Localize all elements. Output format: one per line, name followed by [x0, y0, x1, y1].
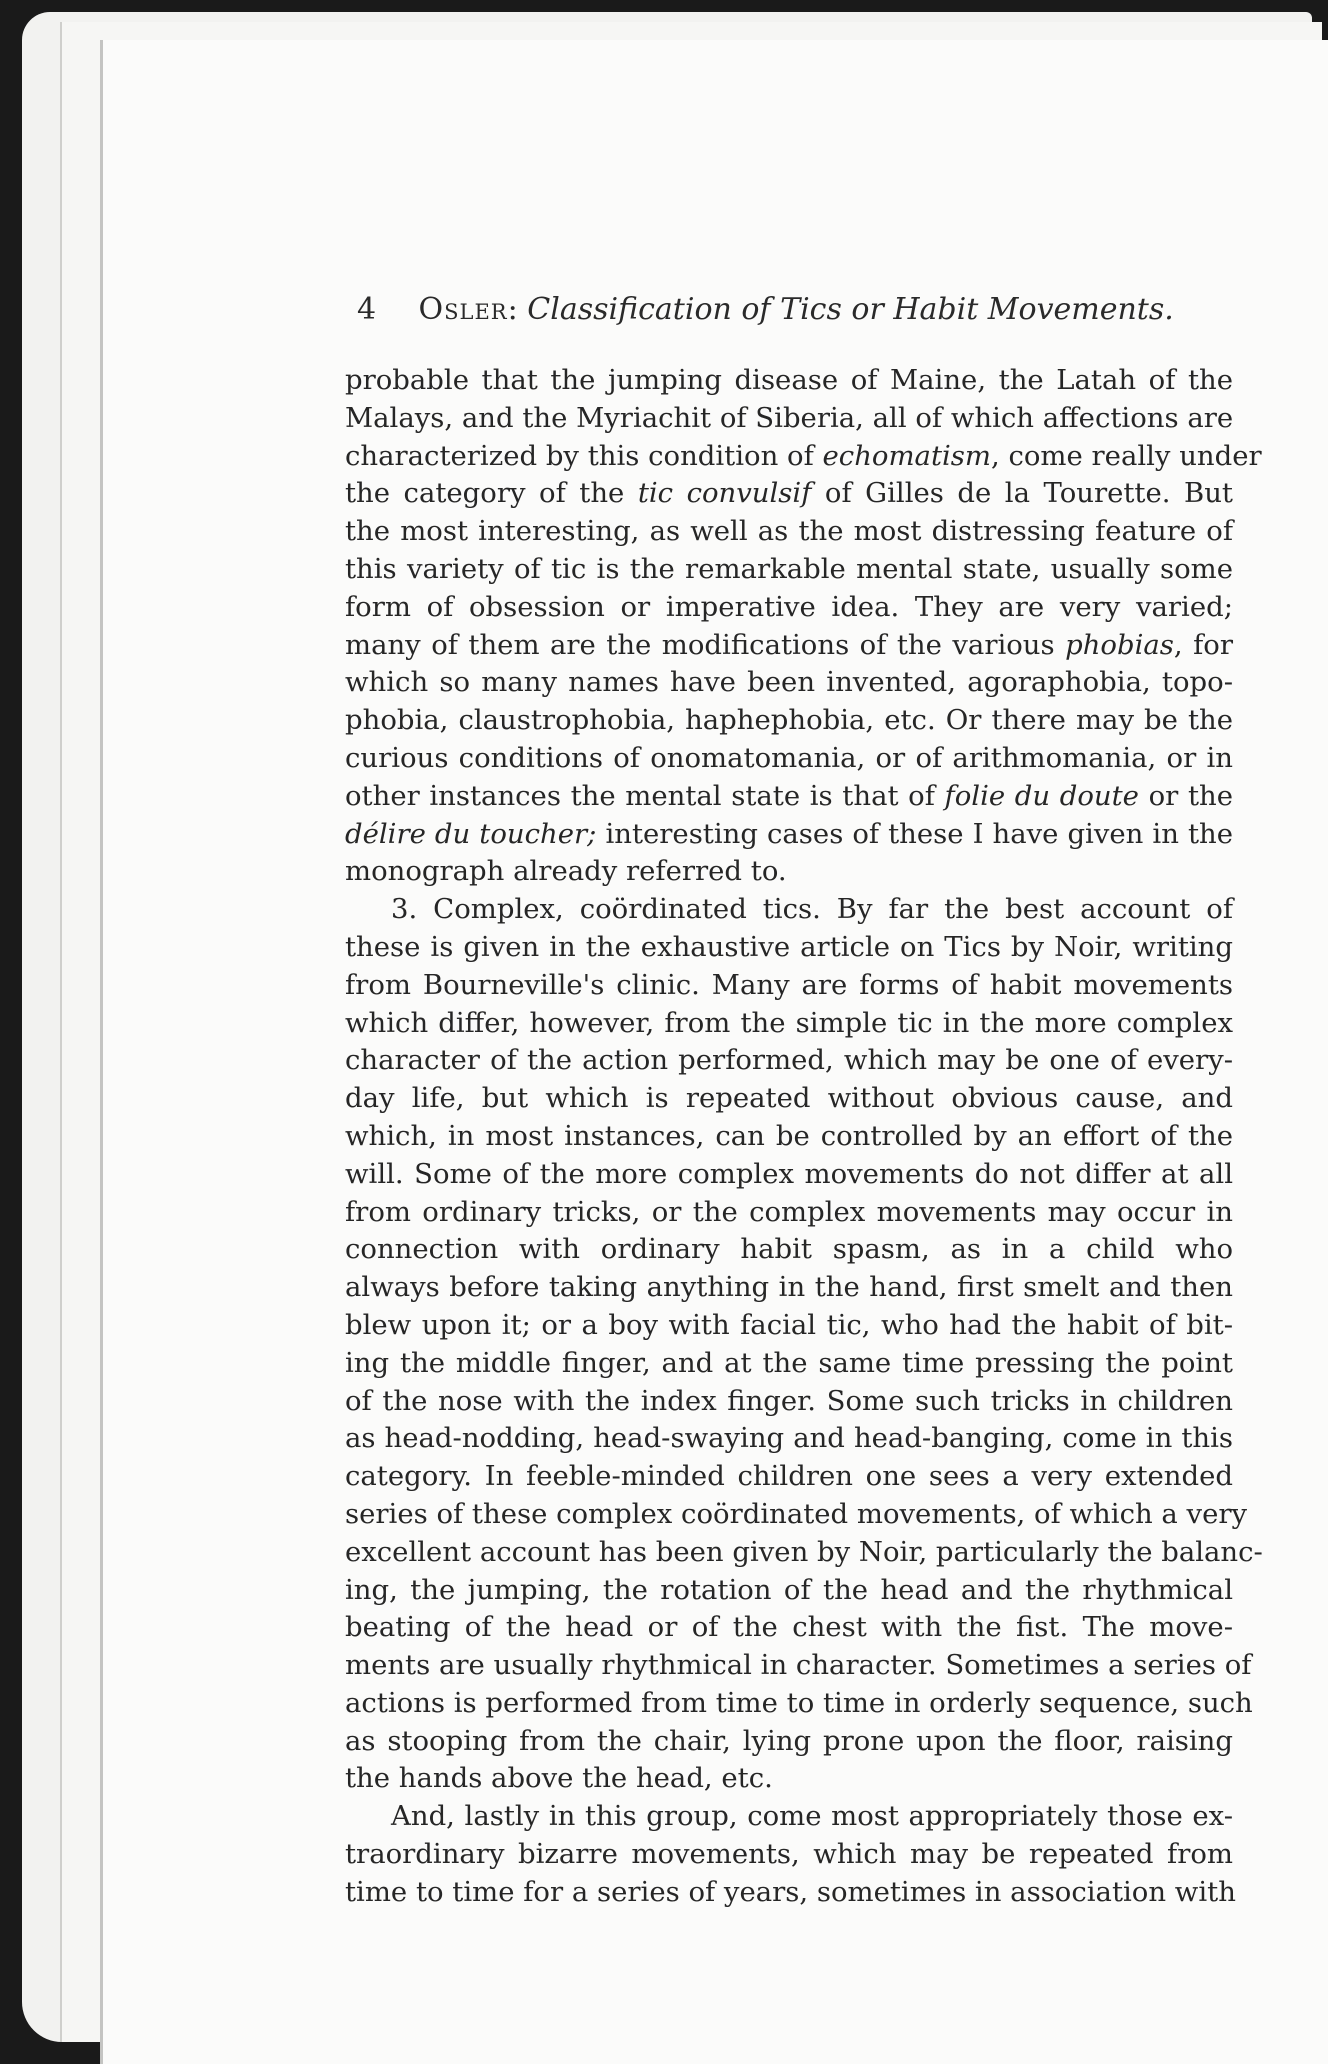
- text-run: this variety of tic is the remarkable mental state, usually some: [345, 552, 1233, 585]
- text-run: actions is performed from time to time in orderly sequence, such: [345, 1686, 1253, 1719]
- text-run: the most interesting, as well as the most distressing feature of: [345, 515, 1233, 548]
- text-run: phobia, claustrophobia, haphephobia, etc. Or there may be the: [345, 704, 1233, 737]
- italic-term: folie du doute: [944, 779, 1139, 812]
- text-run: curious conditions of onomatomania, or of arithmomania, or in: [345, 741, 1233, 774]
- text-line: [345, 1383, 1233, 1421]
- text-run: , for: [1173, 628, 1233, 661]
- text-run: as stooping from the chair, lying prone upon the floor, raising: [345, 1724, 1233, 1757]
- header-separator: :: [507, 292, 518, 327]
- text-line: [345, 1345, 1233, 1383]
- text-run: ing the middle finger, and at the same time pressing the point: [345, 1346, 1233, 1379]
- running-header: [357, 292, 1237, 327]
- header-title: Classification of Tics or Habit Movements.: [527, 292, 1174, 327]
- text-run: character of the action performed, which may be one of every-: [345, 1044, 1233, 1077]
- text-run: traordinary bizarre movements, which may be repeated from: [345, 1838, 1233, 1871]
- text-line: [345, 1836, 1233, 1874]
- text-run: ing, the jumping, the rotation of the head and the rhythmical: [345, 1573, 1233, 1606]
- text-run: probable that the jumping disease of Maine, the Latah of the: [345, 364, 1233, 396]
- body-text: [345, 362, 1263, 1912]
- text-line: [345, 1572, 1233, 1610]
- text-line: [345, 929, 1233, 967]
- text-line: [345, 891, 1233, 929]
- text-line: [345, 1609, 1233, 1647]
- text-run: always before taking anything in the hand, first smelt and then: [345, 1271, 1233, 1304]
- text-line: [345, 1496, 1248, 1534]
- text-line: [345, 853, 1233, 891]
- text-line: [345, 513, 1233, 551]
- text-line: [345, 1534, 1263, 1572]
- header-author: Osler: [418, 292, 508, 327]
- page-number: 4: [357, 292, 377, 327]
- text-run: or the: [1138, 779, 1233, 812]
- text-run: from ordinary tricks, or the complex movements may occur in: [345, 1195, 1233, 1228]
- text-line: [345, 400, 1233, 438]
- text-run: day life, but which is repeated without obvious cause, and: [345, 1082, 1233, 1115]
- text-run: many of them are the modifications of the various: [345, 628, 1066, 661]
- text-run: category. In feeble-minded children one sees a very extended: [345, 1460, 1233, 1493]
- text-line: [345, 1798, 1233, 1836]
- text-run: other instances the mental state is that of: [345, 779, 945, 812]
- text-line: [345, 778, 1233, 816]
- text-line: [345, 438, 1262, 476]
- text-line: [345, 1042, 1233, 1080]
- text-run: time to time for a series of years, sometimes in association with: [345, 1875, 1236, 1908]
- text-line: [345, 475, 1233, 513]
- italic-term: délire du toucher;: [345, 817, 597, 850]
- text-run: blew upon it; or a boy with facial tic, who had the habit of bit-: [345, 1308, 1233, 1341]
- text-line: [345, 1723, 1233, 1761]
- text-line: [345, 664, 1233, 702]
- text-run: connection with ordinary habit spasm, as in a child who: [345, 1233, 1233, 1266]
- text-line: [345, 1080, 1233, 1118]
- text-run: as head-nodding, head-swaying and head-banging, come in this: [345, 1422, 1233, 1455]
- text-line: [345, 627, 1233, 665]
- text-run: from Bourneville's clinic. Many are forms of habit movements: [345, 968, 1233, 1001]
- text-run: which differ, however, from the simple tic in the more complex: [345, 1006, 1233, 1039]
- text-run: will. Some of the more complex movements do not differ at all: [345, 1157, 1233, 1190]
- italic-term: phobias: [1065, 628, 1174, 661]
- text-line: [345, 551, 1233, 589]
- text-line: [345, 1269, 1233, 1307]
- text-run: excellent account has been given by Noir, particularly the balanc-: [345, 1535, 1263, 1568]
- text-run: which so many names have been invented, agoraphobia, topo-: [345, 666, 1233, 699]
- text-run: series of these complex coördinated movements, of which a very: [345, 1497, 1248, 1530]
- italic-term: echomatism: [822, 439, 991, 472]
- text-run: of Gilles de la Tourette. But: [811, 477, 1233, 510]
- text-line: [345, 362, 1233, 400]
- text-line: [345, 967, 1233, 1005]
- text-run: 3. Complex, coördinated tics. By far the best account of: [391, 893, 1233, 926]
- text-run: the hands above the head, etc.: [345, 1762, 773, 1795]
- text-line: [345, 1760, 1233, 1798]
- text-run: which, in most instances, can be controlled by an effort of the: [345, 1119, 1233, 1152]
- text-line: [345, 1005, 1233, 1043]
- text-line: [345, 1118, 1233, 1156]
- italic-term: tic convulsif: [637, 477, 812, 510]
- text-run: interesting cases of these I have given in the: [596, 817, 1233, 850]
- text-run: form of obsession or imperative idea. They are very varied;: [345, 590, 1233, 623]
- text-run: ments are usually rhythmical in character. Sometimes a series of: [345, 1649, 1252, 1682]
- text-line: [345, 1685, 1253, 1723]
- text-run: And, lastly in this group, come most appropriately those ex-: [391, 1800, 1233, 1833]
- text-run: , come really under: [990, 439, 1262, 472]
- text-run: of the nose with the index finger. Some such tricks in children: [345, 1384, 1233, 1417]
- text-line: [345, 702, 1233, 740]
- text-line: [345, 1458, 1233, 1496]
- text-run: the category of the: [345, 477, 638, 510]
- text-run: beating of the head or of the chest with the fist. The move-: [345, 1611, 1233, 1644]
- text-line: [345, 1156, 1233, 1194]
- text-line: [345, 740, 1233, 778]
- text-line: [345, 1420, 1233, 1458]
- text-run: characterized by this condition of: [345, 439, 823, 472]
- text-run: Malays, and the Myriachit of Siberia, all of which affections are: [345, 401, 1234, 434]
- text-line: [345, 1307, 1233, 1345]
- text-line: [345, 1647, 1252, 1685]
- text-line: [345, 816, 1233, 854]
- text-line: [345, 1231, 1233, 1269]
- text-run: monograph already referred to.: [345, 855, 787, 888]
- text-run: these is given in the exhaustive article on Tics by Noir, writing: [345, 930, 1233, 963]
- text-line: [345, 1194, 1233, 1232]
- text-line: [345, 1874, 1236, 1912]
- text-line: [345, 589, 1233, 627]
